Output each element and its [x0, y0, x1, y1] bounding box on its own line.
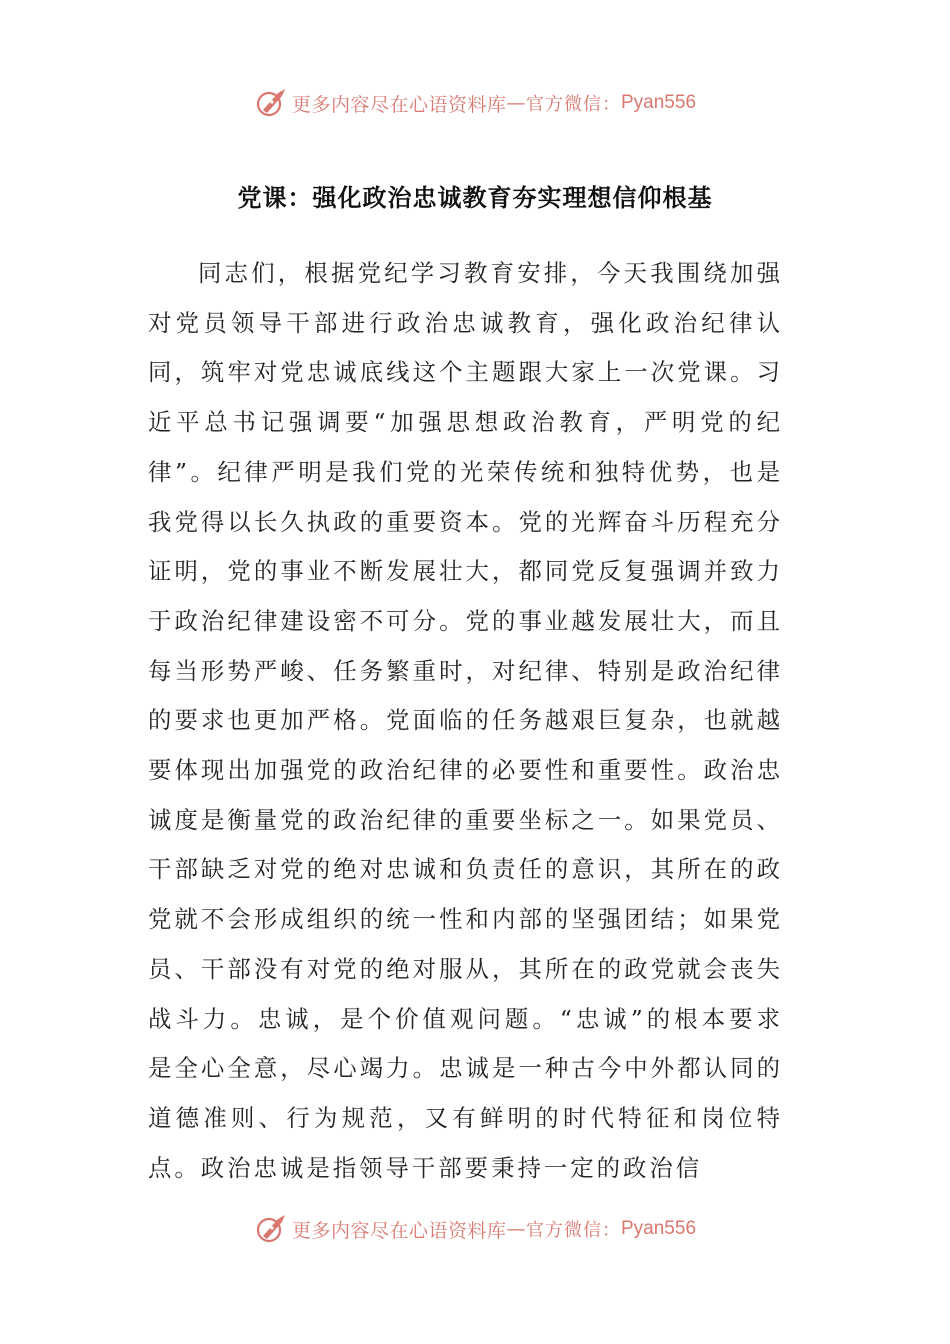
banner-wechat-label: 官方微信：	[526, 1220, 621, 1241]
footer-banner	[0, 1209, 950, 1249]
pen-nib-logo-icon	[254, 1212, 288, 1246]
banner-main-text: 更多内容尽在心语资料库	[291, 1219, 507, 1242]
header-banner	[0, 83, 950, 123]
banner-wechat-id: Pyan556	[621, 92, 697, 113]
banner-wechat-label: 官方微信：	[526, 94, 621, 115]
document-paragraph: 同志们，根据党纪学习教育安排，今天我围绕加强对党员领导干部进行政治忠诚教育，强化政治纪律认同，筑牢对党忠诚底线这个主题跟大家上一次党课。习近平总书记强调要“加强思想政治教育，严明党的纪律”。纪律严明是我们党的光荣传统和独特优势，也是我党得以长久执政的重要资本。党的光辉奋斗历程充分证明，党的事业不断发展壮大，都同党反复强调并致力于政治纪律建设密不可分。党的事业越发展壮大，而且每当形势严峻、任务繁重时，对纪律、特别是政治纪律的要求也更加严格。党面临的任务越艰巨复杂，也就越要体现出加强党的政治纪律的必要性和重要性。政治忠诚度是衡量党的政治纪律的重要坐标之一。如果党员、干部缺乏对党的绝对忠诚和负责任的意识，其所在的政党就不会形成组织的统一性和内部的坚强团结；如果党员、干部没有对党的绝对服从，其所在的政党就会丧失战斗力。忠诚，是个价值观问题。“忠诚”的根本要求是全心全意，尽心竭力。忠诚是一种古今中外都认同的道德准则、行为规范，又有鲜明的时代特征和岗位特点。政治忠诚是指领导干部要秉持一定的政治信	[148, 259, 783, 1182]
banner-wechat-id: Pyan556	[621, 1218, 697, 1239]
banner-separator: —	[506, 92, 526, 114]
banner-separator: —	[506, 1218, 526, 1240]
banner-main-text: 更多内容尽在心语资料库	[291, 93, 507, 116]
document-title: 党课：强化政治忠诚教育夯实理想信仰根基	[237, 184, 713, 212]
pen-nib-logo-icon	[254, 86, 288, 120]
